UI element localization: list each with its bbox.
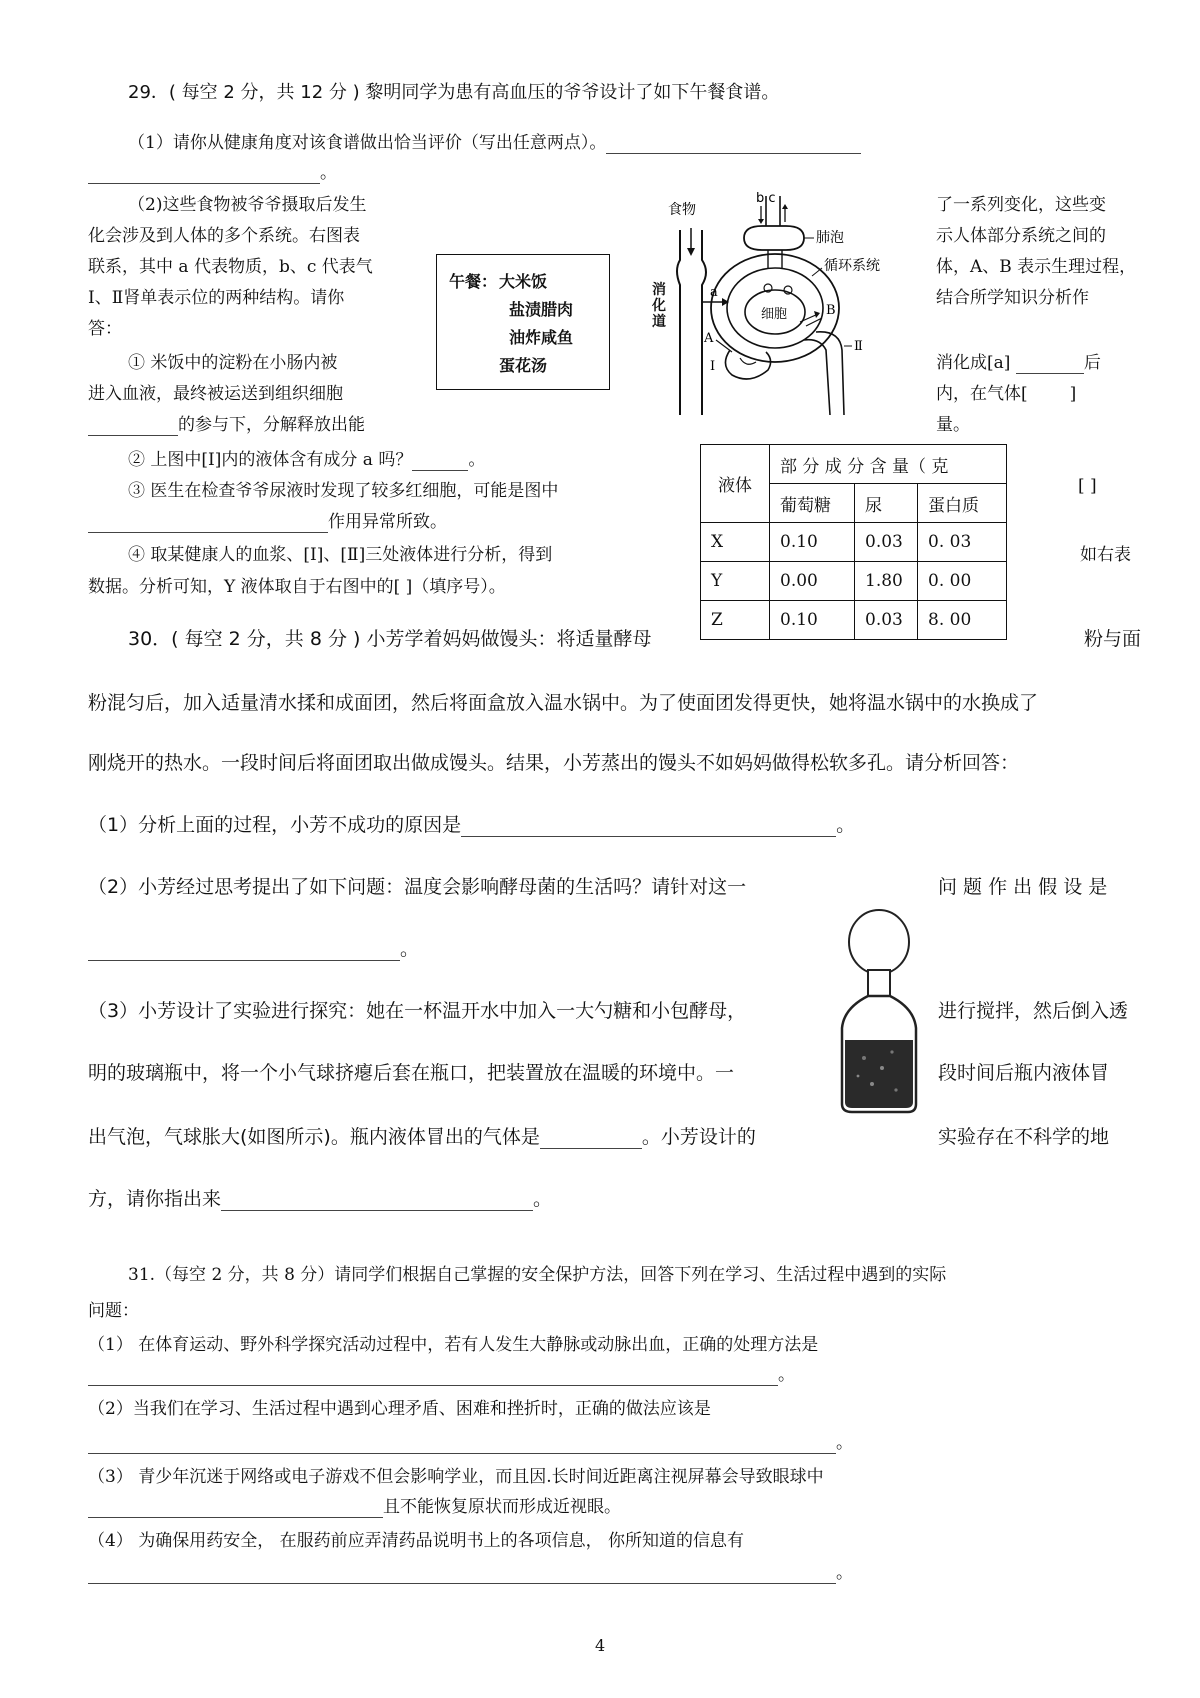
q31-q3-blank[interactable] (88, 1497, 383, 1518)
q30-q1-end: 。 (836, 814, 856, 836)
table-col-glucose: 葡萄糖 (770, 484, 855, 523)
q31-q3-line2-text: 且不能恢复原状而形成近视眼。 (383, 1497, 621, 1517)
q31-q4-line2 (88, 1558, 853, 1584)
label-bc: b c (756, 191, 776, 206)
table-cell: 0.00 (770, 562, 855, 601)
q30-line1: 30．( 每空 2 分，共 8 分 ) 小芳学着妈妈做馒头：将适量酵母 (128, 628, 652, 650)
balloon (849, 910, 909, 974)
q29-sub1-line2: 进入血液，最终被运送到组织细胞 (88, 384, 343, 404)
q29-sub2-end: 。 (468, 450, 486, 470)
q30-line3: 刚烧开的热水。一段时间后将面团取出做成馒头。结果，小芳蒸出的馒头不如妈妈做得松软多孔。请分析回答： (88, 752, 1020, 774)
q29-sub3-right: [ ] (1078, 476, 1097, 496)
q29-answer-blank-1b[interactable] (88, 163, 320, 184)
q29-sub2 (128, 445, 485, 471)
q30-q3-line3-mid: 。小芳设计的 (641, 1126, 756, 1148)
menu-item: 油炸咸鱼 (509, 328, 574, 347)
body-systems-diagram (640, 190, 930, 420)
q29-sub2-text: ② 上图中[Ⅰ]内的液体含有成分 a 吗？ (128, 450, 413, 470)
q30-q3-gas-blank[interactable] (540, 1126, 642, 1149)
q29-sub1-right2-text: 内，在气体[ (936, 384, 1028, 404)
table-cell: 0.03 (855, 601, 918, 640)
q31-line2: 问题： (88, 1301, 139, 1321)
menu-item: 盐渍腊肉 (509, 300, 574, 319)
q31-q2: （2）当我们在学习、生活过程中遇到心理矛盾、困难和挫折时，正确的做法应该是 (88, 1399, 711, 1419)
q29-answer-blank-1[interactable] (606, 133, 861, 154)
bottle-balloon-illustration (830, 908, 930, 1118)
q30-q2-blank[interactable] (88, 938, 400, 961)
q30-line2: 粉混匀后，加入适量清水揉和成面团，然后将面盒放入温水锅中。为了使面团发得更快，她将温水锅中的水换成了 (88, 692, 1039, 714)
bottle-liquid (845, 1040, 913, 1108)
label-B: B (826, 303, 836, 318)
q31-line1: 31.（每空 2 分，共 8 分）请同学们根据自己掌握的安全保护方法，回答下列在学习、生活过程中遇到的实际 (128, 1265, 947, 1285)
q31-q2-end: 。 (836, 1433, 853, 1453)
q30-q3-line4-text: 方，请你指出来 (88, 1188, 222, 1210)
q31-q4-end: 。 (836, 1563, 853, 1583)
q30-q3-line3-right: 实验存在不科学的地 (938, 1126, 1110, 1148)
q30-q1 (88, 810, 855, 837)
q30-q3-flaw-blank[interactable] (221, 1188, 533, 1211)
q31-q1-line2 (88, 1360, 795, 1386)
q30-q2-right: 问 题 作 出 假 设 是 (938, 876, 1108, 898)
q31-q3: （3） 青少年沉迷于网络或电子游戏不但会影响学业，而且因.长时间近距离注视屏幕会导致眼球中 (88, 1467, 824, 1487)
table-cell: 0.10 (770, 523, 855, 562)
q29-sub1-right-text: 消化成[a] (936, 353, 1016, 373)
digestive-tract-right-wall (702, 230, 706, 415)
q29-part2-line5: 答： (88, 319, 122, 339)
q31-q1: （1） 在体育运动、野外科学探究活动过程中，若有人发生大静脉或动脉出血，正确的处理方法是 (88, 1335, 819, 1355)
table-cell: 8. 00 (918, 601, 1007, 640)
label-alveoli: 肺泡 (816, 230, 844, 246)
q31-q2-line2 (88, 1428, 853, 1454)
label-digestive-tract: 消化道 (652, 282, 666, 330)
q30-q3-line1-right: 进行搅拌，然后倒入透 (938, 1000, 1129, 1022)
label-I: I (710, 359, 716, 374)
q29-sub1-right3: 量。 (936, 415, 970, 435)
q29-sub4-line2: 数据。分析可知，Y 液体取自于右图中的[ ]（填序号）。 (88, 577, 506, 597)
q30-q2: （2）小芳经过思考提出了如下问题：温度会影响酵母菌的生活吗？请针对这一 (88, 876, 747, 898)
q29-part2-line3: 联系，其中 a 代表物质，b、c 代表气 (88, 257, 373, 277)
label-circulation: 循环系统 (824, 258, 880, 274)
q29-sub1-right-end: 后 (1083, 353, 1101, 373)
q29-part2-right2: 示人体部分系统之间的 (936, 226, 1106, 246)
q31-q4: （4） 为确保用药安全， 在服药前应弄清药品说明书上的各项信息， 你所知道的信息有 (88, 1531, 745, 1551)
table-row (701, 601, 1007, 640)
table-row (701, 562, 1007, 601)
q30-q1-text: （1）分析上面的过程，小芳不成功的原因是 (88, 814, 462, 836)
q31-q1-blank[interactable] (88, 1365, 778, 1386)
q31-q2-blank[interactable] (88, 1433, 836, 1454)
food-arrow-head (687, 248, 695, 256)
label-A: A (704, 331, 714, 346)
q29-number: 29． (128, 82, 169, 103)
table-cell: 0. 00 (918, 562, 1007, 601)
menu-item: 蛋花汤 (499, 356, 548, 375)
q29-sub3: ③ 医生在检查爷爷尿液时发现了较多红细胞，可能是图中 (128, 481, 559, 501)
q29-part2-line2: 化会涉及到人体的多个系统。右图表 (88, 226, 360, 246)
table-cell: 0. 03 (918, 523, 1007, 562)
menu-item: 大米饭 (499, 272, 548, 291)
label-food: 食物 (668, 202, 696, 218)
q31-q4-blank[interactable] (88, 1563, 836, 1584)
q29-sub1-blank-gas[interactable] (88, 415, 178, 436)
q29-part1-end: 。 (320, 163, 337, 183)
q29-stem (128, 78, 779, 104)
q30-q3-line3-text: 出气泡，气球胀大(如图所示)。瓶内液体冒出的气体是 (88, 1126, 540, 1148)
table-header-liquid: 液体 (701, 445, 770, 523)
q30-q3-line4-end: 。 (533, 1188, 553, 1210)
q29-part2-right3: 体，A、B 表示生理过程， (936, 257, 1137, 277)
digestive-tract-left-wall (677, 230, 680, 415)
q29-sub1-right1 (936, 348, 1101, 374)
q29-sub3-line2 (88, 507, 447, 533)
liquid-composition-table (700, 444, 1007, 640)
q30-q3-line2: 明的玻璃瓶中，将一个小气球挤瘪后套在瓶口，把装置放在温暖的环境中。一 (88, 1062, 735, 1084)
q30-q1-blank[interactable] (461, 814, 836, 837)
q29-sub1-right2 (936, 379, 1076, 404)
q30-q2-line2 (88, 934, 419, 961)
q29-part1-line2 (88, 158, 337, 184)
label-II: Ⅱ (854, 339, 863, 354)
alveoli-shape (744, 226, 804, 250)
table-cell: 1.80 (855, 562, 918, 601)
q29-score: ( 每空 2 分，共 12 分 ) (168, 82, 360, 103)
q29-sub1-line3 (88, 410, 365, 436)
q29-sub1-line3-text: 的参与下，分解释放出能 (178, 415, 365, 435)
q29-part1 (128, 128, 861, 154)
q29-sub1-right2-bracket: ] (1069, 384, 1077, 404)
kidney-tubule-II (804, 340, 830, 415)
q29-sub3-line2-text: 作用异常所致。 (328, 512, 447, 532)
table-cell: 0.03 (855, 523, 918, 562)
table-col-urea: 尿 (855, 484, 918, 523)
q30-line1-right: 粉与面 (1084, 628, 1142, 650)
q29-sub3-blank[interactable] (88, 512, 328, 533)
q29-sub1-line1: ① 米饭中的淀粉在小肠内被 (128, 353, 338, 373)
table-row-name: X (701, 523, 770, 562)
q30-q3-line2-right: 段时间后瓶内液体冒 (938, 1062, 1110, 1084)
table-header-row (701, 445, 1007, 484)
table-row (701, 523, 1007, 562)
q30-q3-line4 (88, 1184, 552, 1211)
q29-sub4: ④ 取某健康人的血浆、[Ⅰ]、[Ⅱ]三处液体进行分析，得到 (128, 545, 553, 565)
bottle-neck (868, 970, 890, 996)
q29-part2-line1: （2)这些食物被爷爷摄取后发生 (128, 195, 367, 215)
page-number: 4 (595, 1636, 606, 1655)
menu-title: 午餐： (449, 272, 498, 291)
q29-sub2-blank[interactable] (412, 450, 468, 471)
q31-q3-line2 (88, 1492, 621, 1518)
q31-q1-end: 。 (778, 1365, 795, 1385)
q29-stem-text: 黎明同学为患有高血压的爷爷设计了如下午餐食谱。 (359, 82, 780, 103)
table-row-name: Y (701, 562, 770, 601)
q29-part2-right1: 了一系列变化，这些变 (936, 195, 1106, 215)
q30-q3-line3 (88, 1122, 756, 1149)
label-a: a (710, 285, 718, 300)
table-col-protein: 蛋白质 (918, 484, 1007, 523)
q29-sub1-blank-a[interactable] (1016, 353, 1084, 374)
table-row-name: Z (701, 601, 770, 640)
table-cell: 0.10 (770, 601, 855, 640)
q30-q3-line1: （3）小芳设计了实验进行探究：她在一杯温开水中加入一大勺糖和小包酵母， (88, 1000, 747, 1022)
q29-part2-line4: Ⅰ、Ⅱ肾单表示位的两种结构。请你 (88, 288, 345, 308)
q29-part1-text: （1）请你从健康角度对该食谱做出恰当评价（写出任意两点）。 (128, 133, 607, 153)
q29-part2-right4: 结合所学知识分析作 (936, 288, 1089, 308)
label-cell: 细胞 (761, 307, 788, 322)
q29-sub4-right: 如右表 (1080, 545, 1131, 565)
lunch-menu-box (436, 254, 610, 390)
q30-q2-end: 。 (400, 938, 420, 960)
table-header-group: 部 分 成 分 含 量（ 克 (770, 445, 1007, 484)
